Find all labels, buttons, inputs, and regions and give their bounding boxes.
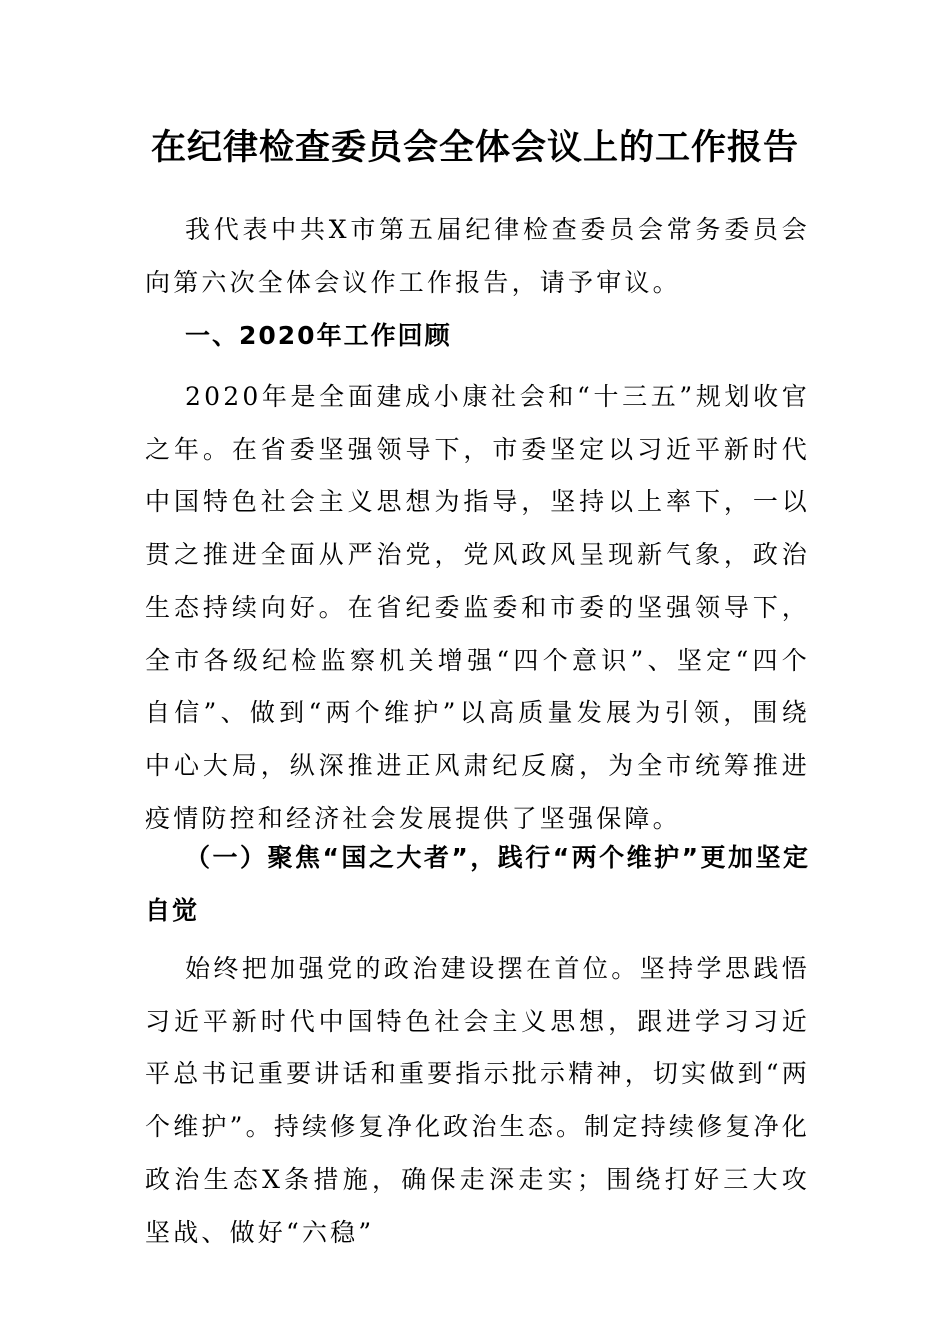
intro-paragraph: 我代表中共X市第五届纪律检查委员会常务委员会向第六次全体会议作工作报告，请予审议。 bbox=[145, 215, 810, 297]
document-title: 在纪律检查委员会全体会议上的工作报告 bbox=[150, 127, 799, 168]
subsection-heading-1: （一）聚焦“国之大者”，践行“两个维护”更加坚定自觉 bbox=[145, 843, 810, 925]
section-heading-1: 一、2020年工作回顾 bbox=[185, 321, 452, 350]
subsection-1-paragraph: 始终把加强党的政治建设摆在首位。坚持学思践悟习近平新时代中国特色社会主义思想，跟进学习习近平总书记重要讲话和重要指示批示精神，切实做到“两个维护”。持续修复净化政治生态。制定持续修复净化政治生态X条措施，确保走深走实；围绕打好三大攻坚战、做好“六稳” bbox=[145, 954, 810, 1247]
section-1-paragraph: 2020年是全面建成小康社会和“十三五”规划收官之年。在省委坚强领导下，市委坚定以习近平新时代中国特色社会主义思想为指导，坚持以上率下，一以贯之推进全面从严治党，党风政风呈现新气象，政治生态持续向好。在省纪委监委和市委的坚强领导下，全市各级纪检监察机关增强“四个意识”、坚定“四个自信”、做到“两个维护”以高质量发展为引领，围绕中心大局，纵深推进正风肃纪反腐，为全市统筹推进疫情防控和经济社会发展提供了坚强保障。 bbox=[145, 382, 810, 833]
